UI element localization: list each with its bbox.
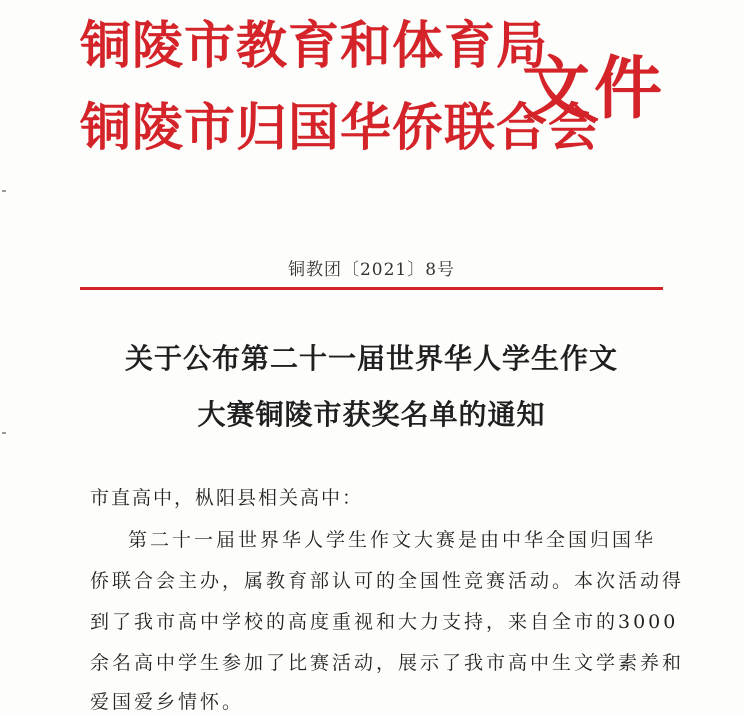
issuing-org-2: 铜陵市归国华侨联合会 bbox=[80, 99, 601, 158]
document-type-label: 文件 bbox=[522, 50, 667, 129]
body-line: 余名高中学生参加了比赛活动，展示了我市高中生文学素养和 bbox=[90, 652, 685, 674]
notice-title-line-1: 关于公布第二十一届世界华人学生作文 bbox=[124, 342, 618, 375]
scan-margin-mark bbox=[2, 432, 6, 434]
red-divider bbox=[80, 287, 663, 290]
body-line: 侨联合会主办，属教育部认可的全国性竞赛活动。本次活动得 bbox=[90, 570, 685, 592]
notice-title-line-2: 大赛铜陵市获奖名单的通知 bbox=[197, 398, 546, 431]
issuing-org-1: 铜陵市教育和体育局 bbox=[80, 17, 549, 76]
body-line: 到了我市高中学校的高度重视和大力支持，来自全市的3000 bbox=[90, 611, 679, 633]
body-line: 爱国爱乡情怀。 bbox=[90, 691, 245, 713]
scan-margin-mark bbox=[2, 190, 6, 192]
body-line: 第二十一届世界华人学生作文大赛是由中华全国归国华 bbox=[128, 529, 657, 551]
document-number: 铜教团〔2021〕8号 bbox=[287, 260, 456, 280]
salutation: 市直高中，枞阳县相关高中： bbox=[90, 487, 364, 509]
